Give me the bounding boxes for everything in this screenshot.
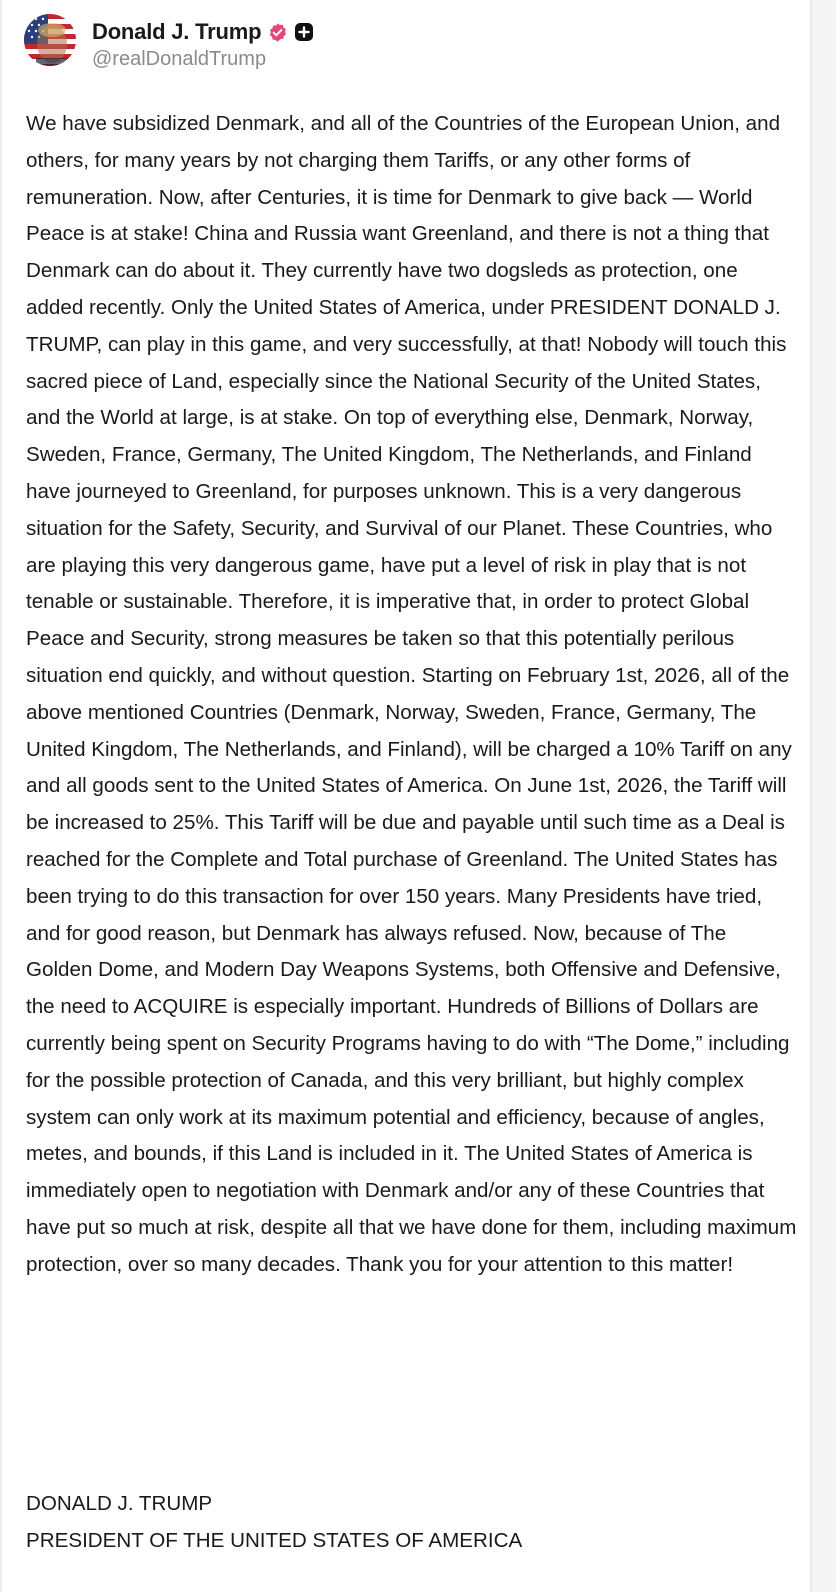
avatar-flag-icon xyxy=(24,14,76,66)
plus-square-icon[interactable] xyxy=(294,22,314,42)
signature-name: DONALD J. TRUMP xyxy=(26,1492,213,1515)
post-header xyxy=(24,14,314,74)
signature-title: PRESIDENT OF THE UNITED STATES OF AMERICA xyxy=(26,1528,523,1552)
post-signature xyxy=(26,1486,798,1560)
author-handle[interactable]: @realDonaldTrump xyxy=(92,48,267,70)
author-info xyxy=(92,18,314,71)
name-row xyxy=(92,18,314,46)
author-display-name[interactable]: Donald J. Trump xyxy=(92,19,262,44)
post-body: We have subsidized Denmark, and all of the Countries of the European Union, and others, for many years by not charging them Tariffs, or any other forms of remuneration. Now, after Centuries, it is time for Denmark to give back — World Peace is at stake! China and Russia want Greenland, and there is not a thing that Denmark can do about it. They currently have two dogsleds as protection, one added recently. Only the United States of America, under PRESIDENT DONALD J. TRUMP, can play in this game, and very successfully, at that! Nobody will touch this sacred piece of Land, especially since the National Security of the United States, and the World at large, is at stake. On top of everything else, Denmark, Norway, Sweden, France, Germany, The United Kingdom, The Netherlands, and Finland have journeyed to Greenland, for purposes unknown. This is a very dangerous situation for the Safety, Security, and Survival of our Planet. These Countries, who are playing this very dangerous game, have put a level of risk in play that is not tenable or sustainable. Therefore, it is imperative that, in order to protect Global Peace and Security, strong measures be taken so that this potentially perilous situation end quickly, and without question. Starting on February 1st, 2026, all of the above mentioned Countries (Denmark, Norway, Sweden, France, Germany, The United Kingdom, The Netherlands, and Finland), will be charged a 10% Tariff on any and all goods sent to the United States of America. On June 1st, 2026, the Tariff will be increased to 25%. This Tariff will be due and payable until such time as a Deal is reached for the Complete and Total purchase of Greenland. The United States has been trying to do this transaction for over 150 years. Many Presidents have tried, and for good reason, but Denmark has always refused. Now, because of The Golden Dome, and Modern Day Weapons Systems, both Offensive and Defensive, the need to ACQUIRE is especially important. Hundreds of Billions of Dollars are currently being spent on Security Programs having to do with “The Dome,” including for the possible protection of Canada, and this very brilliant, but highly complex system can only work at its maximum potential and efficiency, because of angles, metes, and bounds, if this Land is included in it. The United States of America is immediately open to negotiation with Denmark and/or any of these Countries that have put so much at risk, despite all that we have done for them, including maximum protection, over so many decades. Thank you for your attention to this matter! xyxy=(26,112,797,1276)
verified-badge-icon xyxy=(267,22,288,43)
avatar[interactable] xyxy=(24,14,76,66)
